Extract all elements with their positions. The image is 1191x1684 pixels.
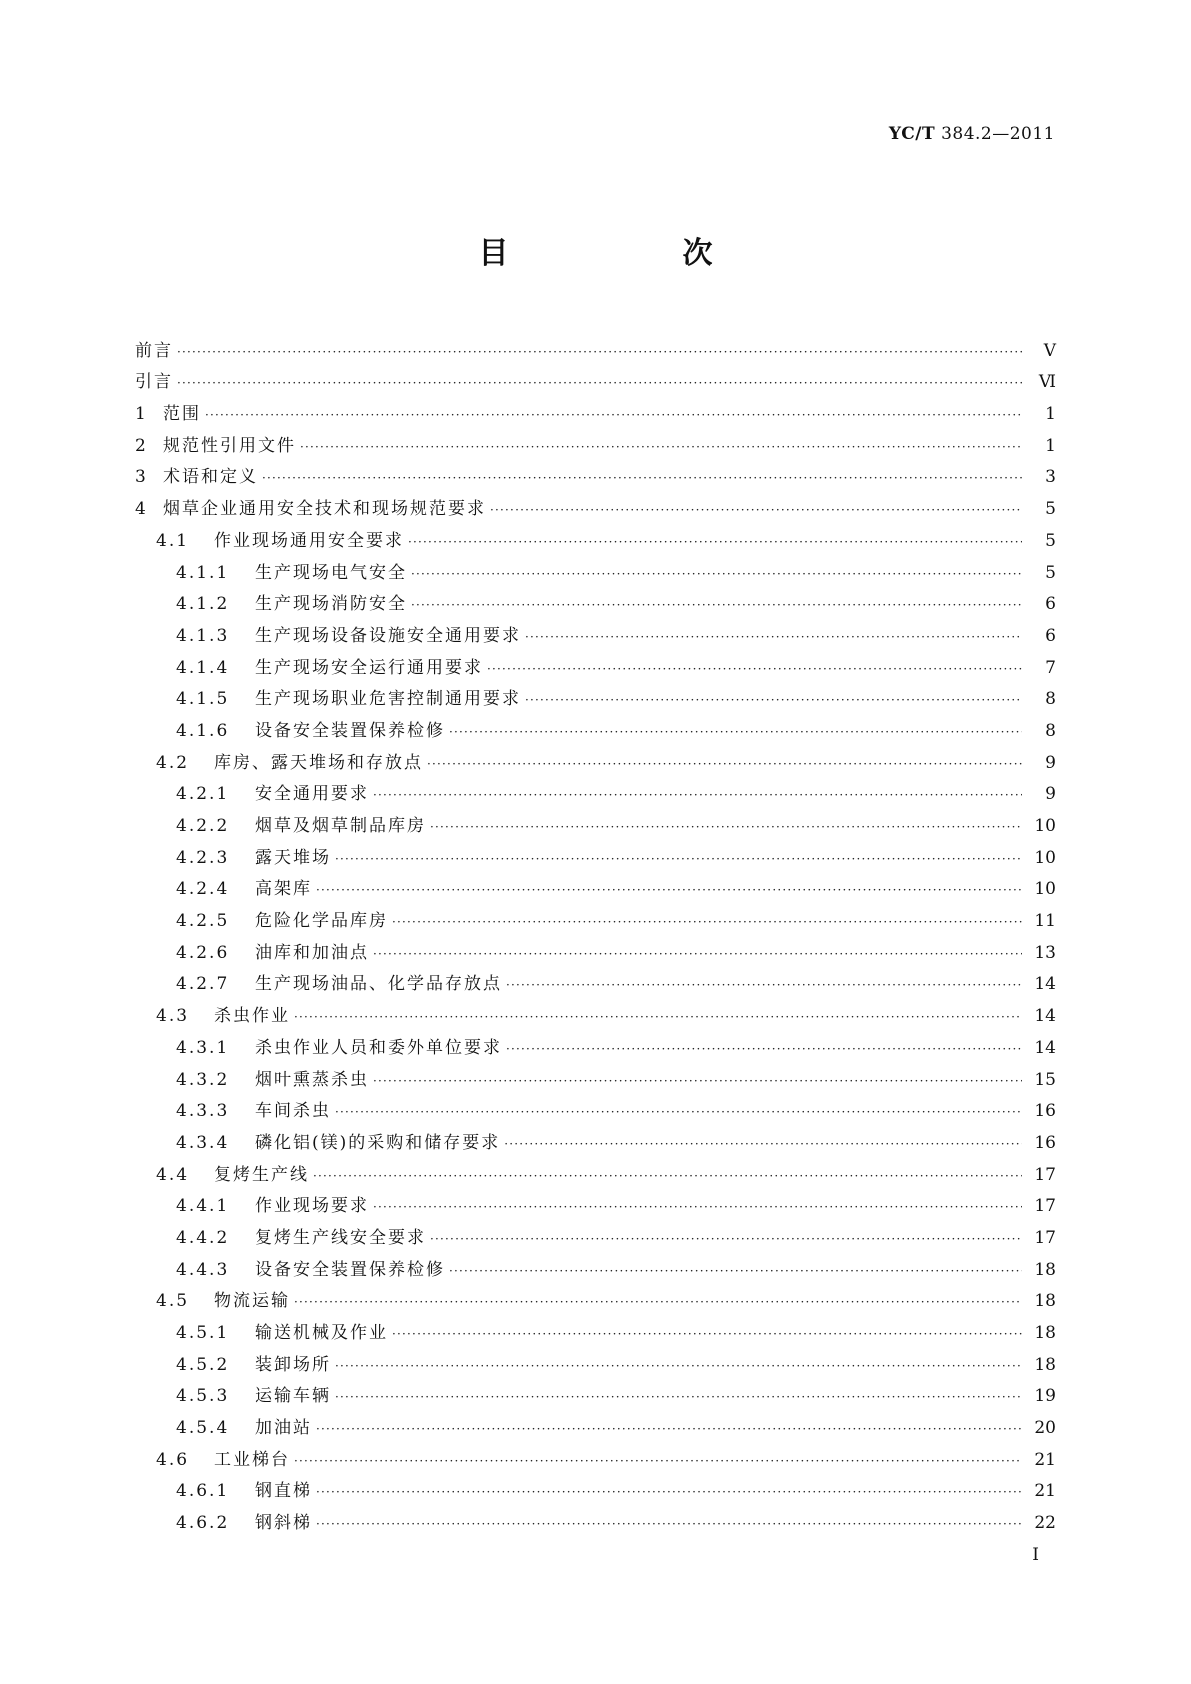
toc-entry-label: 生产现场消防安全: [255, 594, 407, 615]
toc-entry[interactable]: [135, 1375, 1056, 1407]
toc-entry[interactable]: [135, 868, 1056, 900]
toc-entry-label: 烟叶熏蒸杀虫: [255, 1069, 369, 1090]
toc-entry-label: 生产现场安全运行通用要求: [255, 657, 483, 678]
toc-entry-page: 17: [1034, 1227, 1056, 1248]
toc-entry-number: 4.2.1: [176, 784, 230, 805]
toc-dot-leader: [411, 596, 1022, 614]
toc-entry[interactable]: [135, 773, 1056, 805]
toc-entry-label: 烟草企业通用安全技术和现场规范要求: [163, 499, 486, 520]
toc-entry[interactable]: [135, 1248, 1056, 1280]
toc-dot-leader: [392, 1325, 1022, 1343]
toc-dot-leader: [313, 1167, 1022, 1185]
toc-entry-page: 16: [1034, 1132, 1056, 1153]
toc-dot-leader: [294, 1452, 1022, 1470]
toc-entry-number: 1: [135, 404, 148, 425]
toc-entry-label: 运输车辆: [255, 1386, 331, 1407]
toc-entry-number: 4.1.2: [176, 594, 230, 615]
toc-entry-number: 4.1.5: [176, 689, 230, 710]
toc-entry-number: 4.5.1: [176, 1323, 230, 1343]
toc-dot-leader: [487, 660, 1022, 678]
toc-entry-page: 18: [1034, 1259, 1056, 1280]
toc-entry-number: 4.2.2: [176, 816, 230, 836]
toc-entry-number: 4.4.3: [176, 1259, 230, 1280]
toc-dot-leader: [335, 1388, 1022, 1406]
toc-dot-leader: [525, 691, 1022, 709]
toc-entry-label: 车间杀虫: [255, 1101, 331, 1122]
toc-entry-page: 21: [1034, 1481, 1056, 1502]
toc-entry-number: 4.1.6: [176, 720, 230, 741]
toc-entry-number: 4: [135, 499, 148, 520]
toc-entry-label: 设备安全装置保养检修: [255, 720, 445, 741]
toc-dot-leader: [411, 565, 1022, 583]
toc-dot-leader: [316, 1420, 1022, 1438]
toc-entry-page: 21: [1034, 1449, 1056, 1470]
toc-entry-number: 4.2.6: [176, 942, 230, 963]
toc-dot-leader: [294, 1293, 1022, 1311]
toc-entry-number: 4.3: [156, 1006, 190, 1027]
toc-dot-leader: [335, 850, 1022, 868]
toc-entry-page: 8: [1045, 689, 1056, 710]
toc-entry-number: 4.5.2: [176, 1354, 230, 1375]
toc-dot-leader: [300, 438, 1022, 456]
toc-entry-number: 4.1.1: [176, 562, 230, 583]
toc-entry-number: 4.5: [156, 1291, 190, 1312]
toc-entry[interactable]: [135, 1121, 1056, 1153]
toc-entry-label: 工业梯台: [214, 1449, 290, 1470]
toc-entry-label: 生产现场油品、化学品存放点: [255, 974, 502, 995]
toc-entry-number: 4.3.4: [176, 1132, 230, 1153]
toc-dot-leader: [205, 406, 1022, 424]
toc-entry-page: 5: [1045, 562, 1056, 583]
toc-entry-label: 引言: [135, 372, 173, 393]
footer-page-number: Ⅰ: [1032, 1545, 1039, 1565]
toc-entry-page: 18: [1034, 1291, 1056, 1312]
toc-entry[interactable]: [135, 487, 1056, 519]
toc-entry-number: 4.4.1: [176, 1196, 230, 1217]
toc-entry-number: 4.6: [156, 1449, 190, 1470]
toc-entry[interactable]: [135, 1501, 1056, 1533]
toc-entry-label: 加油站: [255, 1418, 312, 1439]
toc-entry-page: 18: [1034, 1354, 1056, 1375]
toc-entry-label: 危险化学品库房: [255, 911, 388, 932]
toc-entry-label: 设备安全装置保养检修: [255, 1259, 445, 1280]
standard-code-number: 384.2—2011: [941, 124, 1055, 144]
toc-dot-leader: [504, 1135, 1022, 1153]
toc-entry-label: 前言: [135, 340, 173, 361]
toc-entry-page: 15: [1034, 1069, 1056, 1090]
toc-entry-page: 1: [1045, 435, 1056, 456]
toc-entry-label: 作业现场通用安全要求: [214, 530, 404, 551]
toc-entry-page: 20: [1034, 1418, 1056, 1439]
toc-entry-page: 14: [1034, 1037, 1056, 1058]
toc-entry[interactable]: [135, 994, 1056, 1026]
toc-dot-leader: [316, 1515, 1022, 1533]
toc-entry[interactable]: [135, 614, 1056, 646]
toc-entry-page: 3: [1045, 467, 1056, 488]
toc-entry-number: 4.5.3: [176, 1386, 230, 1407]
toc-dot-leader: [490, 501, 1022, 519]
toc-entry-number: 4.2.7: [176, 974, 230, 995]
toc-entry-page: 8: [1045, 720, 1056, 741]
toc-entry-page: 17: [1034, 1196, 1056, 1217]
toc-entry-label: 范围: [163, 404, 201, 425]
toc-entry-label: 磷化铝(镁)的采购和储存要求: [255, 1132, 501, 1153]
toc-entry[interactable]: [135, 1026, 1056, 1058]
toc-dot-leader: [373, 1072, 1022, 1090]
toc-entry-label: 杀虫作业人员和委外单位要求: [255, 1037, 502, 1058]
toc-entry-label: 复烤生产线安全要求: [255, 1227, 426, 1248]
toc-entry-page: 10: [1034, 879, 1056, 900]
toc-dot-leader: [392, 913, 1022, 931]
toc-entry-label: 生产现场电气安全: [255, 562, 407, 583]
toc-entry[interactable]: [135, 963, 1056, 995]
toc-entry-label: 规范性引用文件: [163, 435, 296, 456]
toc-entry-page: 19: [1034, 1386, 1056, 1407]
toc-dot-leader: [373, 945, 1022, 963]
toc-entry-page: 9: [1045, 784, 1056, 805]
toc-entry-page: 7: [1045, 657, 1056, 678]
toc-entry-number: 4.2.5: [176, 911, 230, 932]
toc-entry[interactable]: [135, 931, 1056, 963]
toc-entry-number: 4.2: [156, 752, 190, 773]
toc-entry-label: 烟草及烟草制品库房: [255, 816, 426, 836]
toc-entry-page: 10: [1034, 816, 1056, 836]
toc-entry-label: 作业现场要求: [255, 1196, 369, 1217]
toc-entry-page: 5: [1045, 530, 1056, 551]
toc-entry-label: 库房、露天堆场和存放点: [214, 752, 423, 773]
toc-entry-label: 复烤生产线: [214, 1164, 309, 1185]
toc-entry-page: 13: [1034, 942, 1056, 963]
toc-entry-label: 钢斜梯: [255, 1513, 312, 1534]
toc-entry-number: 4.5.4: [176, 1418, 230, 1439]
toc-dot-leader: [430, 1230, 1022, 1248]
toc-entry-page: 22: [1034, 1513, 1056, 1534]
toc-entry[interactable]: [135, 1343, 1056, 1375]
toc-entry-number: 4.6.1: [176, 1481, 230, 1502]
toc-entry-page: 16: [1034, 1101, 1056, 1122]
toc-entry[interactable]: [135, 551, 1056, 583]
toc-entry-label: 安全通用要求: [255, 784, 369, 805]
toc-dot-leader: [506, 1040, 1022, 1058]
toc-entry[interactable]: [135, 1058, 1056, 1090]
toc-dot-leader: [449, 723, 1022, 741]
toc-entry[interactable]: [135, 646, 1056, 678]
toc-entry-label: 露天堆场: [255, 847, 331, 868]
toc-entry[interactable]: [135, 1406, 1056, 1438]
toc-entry-label: 杀虫作业: [214, 1006, 290, 1027]
standard-code: [889, 124, 1055, 144]
toc-entry[interactable]: [135, 678, 1056, 710]
toc-entry[interactable]: [135, 329, 1056, 361]
toc-dot-leader: [525, 628, 1022, 646]
toc-entry[interactable]: [135, 899, 1056, 931]
toc-entry-page: 18: [1034, 1323, 1056, 1343]
toc-entry[interactable]: [135, 424, 1056, 456]
table-of-contents: [135, 329, 1056, 1533]
toc-dot-leader: [177, 374, 1022, 392]
toc-entry-page: 14: [1034, 1006, 1056, 1027]
toc-dot-leader: [262, 469, 1022, 487]
toc-entry-page: 1: [1045, 404, 1056, 425]
toc-entry[interactable]: [135, 1311, 1056, 1343]
toc-dot-leader: [449, 1262, 1022, 1280]
toc-entry-number: 4.4.2: [176, 1227, 230, 1248]
toc-entry-label: 生产现场设备设施安全通用要求: [255, 625, 521, 646]
toc-entry-number: 4.1: [156, 530, 190, 551]
toc-entry-number: 4.2.3: [176, 847, 230, 868]
toc-entry-label: 油库和加油点: [255, 942, 369, 963]
toc-entry-label: 物流运输: [214, 1291, 290, 1312]
toc-entry-number: 4.3.1: [176, 1037, 230, 1058]
toc-entry-page: 6: [1045, 625, 1056, 646]
toc-dot-leader: [335, 1357, 1022, 1375]
toc-entry[interactable]: [135, 804, 1056, 836]
toc-dot-leader: [373, 786, 1022, 804]
toc-entry-page: 11: [1034, 911, 1056, 932]
toc-dot-leader: [373, 1198, 1022, 1216]
toc-entry[interactable]: [135, 519, 1056, 551]
toc-entry-number: 2: [135, 435, 148, 456]
toc-entry-number: 4.2.4: [176, 879, 230, 900]
page-title: 目 次: [478, 236, 785, 271]
toc-entry-number: 4.1.4: [176, 657, 230, 678]
toc-entry-page: 10: [1034, 847, 1056, 868]
toc-entry[interactable]: [135, 1470, 1056, 1502]
toc-entry[interactable]: [135, 1438, 1056, 1470]
toc-dot-leader: [316, 881, 1022, 899]
toc-entry[interactable]: [135, 361, 1056, 393]
toc-entry[interactable]: [135, 1185, 1056, 1217]
toc-entry-number: 4.6.2: [176, 1513, 230, 1534]
toc-dot-leader: [427, 755, 1022, 773]
toc-entry-page: 6: [1045, 594, 1056, 615]
toc-entry[interactable]: [135, 741, 1056, 773]
toc-entry-page: Ⅵ: [1038, 372, 1056, 393]
toc-entry[interactable]: [135, 836, 1056, 868]
toc-entry-page: 5: [1045, 499, 1056, 520]
toc-entry[interactable]: [135, 583, 1056, 615]
toc-entry-label: 钢直梯: [255, 1481, 312, 1502]
toc-entry-number: 4.3.3: [176, 1101, 230, 1122]
standard-code-prefix: YC/T: [888, 124, 936, 144]
toc-entry[interactable]: [135, 709, 1056, 741]
toc-entry-page: 17: [1034, 1164, 1056, 1185]
toc-dot-leader: [408, 533, 1022, 551]
toc-entry-page: 14: [1034, 974, 1056, 995]
toc-dot-leader: [335, 1103, 1022, 1121]
toc-entry-number: 4.4: [156, 1164, 190, 1185]
toc-entry-page: 9: [1045, 752, 1056, 773]
toc-dot-leader: [316, 1483, 1022, 1501]
toc-entry-page: Ⅴ: [1043, 340, 1056, 361]
toc-entry[interactable]: [135, 1216, 1056, 1248]
toc-entry-label: 术语和定义: [163, 467, 258, 488]
toc-entry[interactable]: [135, 456, 1056, 488]
toc-dot-leader: [506, 976, 1022, 994]
toc-entry-label: 输送机械及作业: [255, 1323, 388, 1343]
toc-entry[interactable]: [135, 392, 1056, 424]
toc-entry-number: 4.3.2: [176, 1069, 230, 1090]
toc-entry-label: 生产现场职业危害控制通用要求: [255, 689, 521, 710]
toc-entry-label: 装卸场所: [255, 1354, 331, 1375]
toc-dot-leader: [177, 343, 1022, 361]
toc-entry[interactable]: [135, 1280, 1056, 1312]
toc-entry-number: 3: [135, 467, 148, 488]
toc-entry-label: 高架库: [255, 879, 312, 900]
toc-entry-number: 4.1.3: [176, 625, 230, 646]
toc-dot-leader: [430, 818, 1022, 836]
toc-entry[interactable]: [135, 1090, 1056, 1122]
toc-entry[interactable]: [135, 1153, 1056, 1185]
toc-dot-leader: [294, 1008, 1022, 1026]
